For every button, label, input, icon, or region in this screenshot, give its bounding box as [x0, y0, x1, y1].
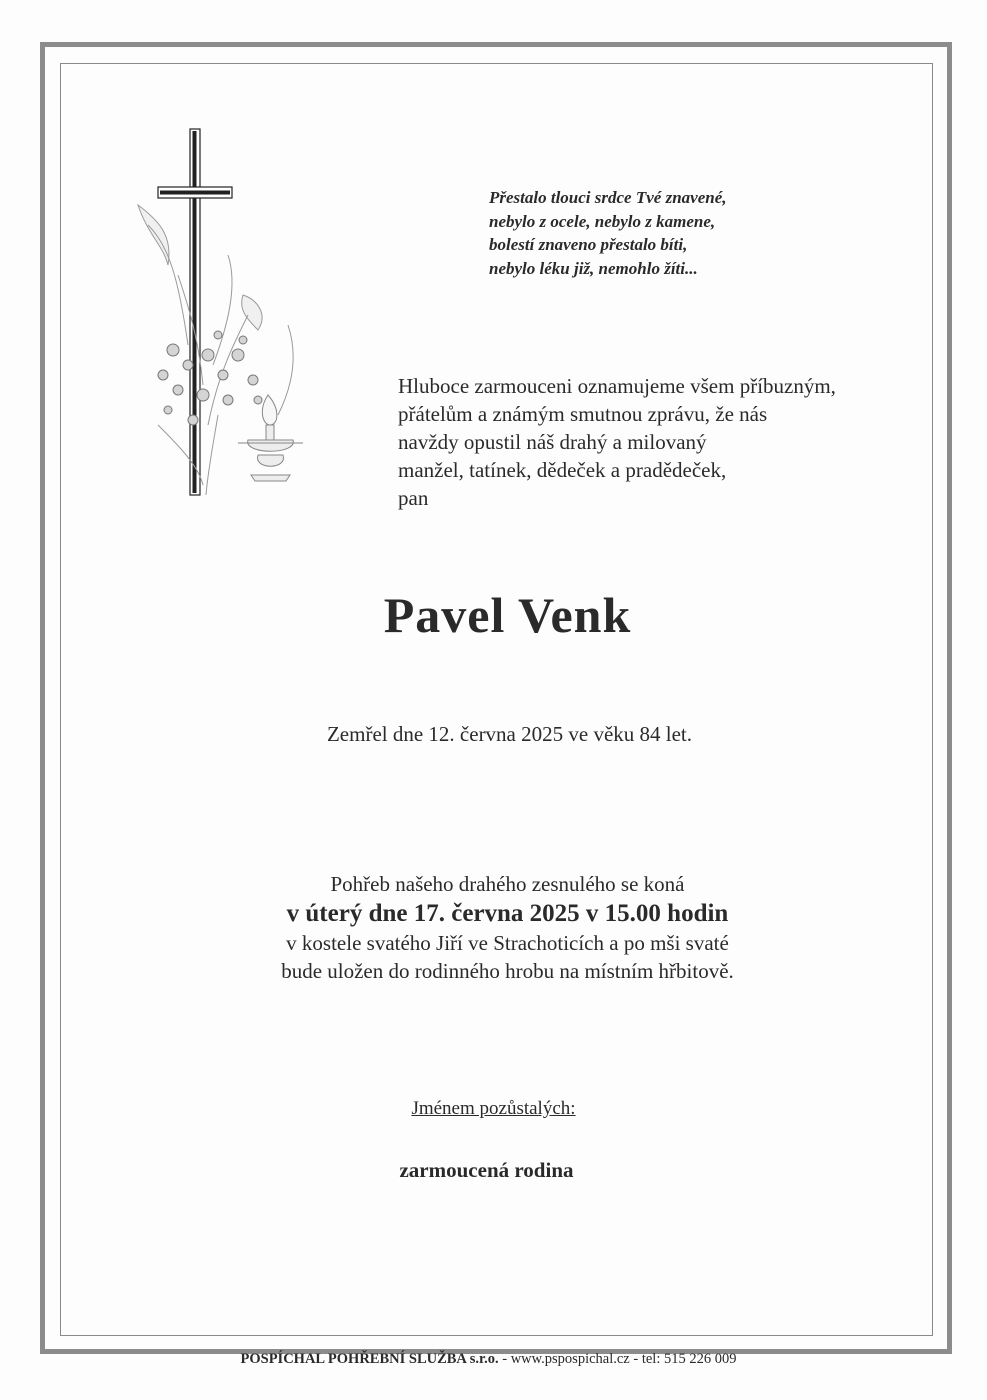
poem-line: Přestalo tlouci srdce Tvé znavené,: [489, 188, 727, 207]
footer-contact: - www.pspospichal.cz - tel: 515 226 009: [498, 1351, 737, 1367]
memorial-illustration: [118, 125, 318, 505]
footer-company: POSPÍCHAL POHŘEBNÍ SLUŽBA s.r.o.: [240, 1351, 499, 1367]
announcement: [398, 372, 918, 512]
signer: zarmoucená rodina: [399, 1158, 574, 1182]
funeral-place-line: v kostele svatého Jiří ve Strachoticích a po mši svaté: [286, 931, 729, 955]
deceased-name: Pavel Venk: [383, 587, 632, 643]
oil-lamp-icon: [238, 395, 303, 481]
announcement-line: Hluboce zarmouceni oznamujeme všem příbuzným,: [398, 374, 836, 398]
poem-line: nebylo léku již, nemohlo žíti...: [489, 258, 698, 278]
announcement-line: manžel, tatínek, dědeček a pradědeček,: [398, 458, 727, 482]
death-notice: Zemřel dne 12. června 2025 ve věku 84 let.: [326, 722, 693, 746]
funeral-datetime: v úterý dne 17. června 2025 v 15.00 hodin: [286, 900, 729, 927]
funeral-place-line: bude uložen do rodinného hrobu na místním hřbitově.: [281, 959, 734, 983]
announcement-line: pan: [398, 486, 429, 510]
poem: [489, 186, 869, 280]
announcement-line: navždy opustil náš drahý a milovaný: [398, 430, 707, 454]
on-behalf-label: Jménem pozůstalých:: [411, 1098, 576, 1119]
cross-icon: [158, 129, 232, 495]
funeral-info: [0, 870, 987, 985]
footer: [0, 1351, 987, 1368]
funeral-intro: Pohřeb našeho drahého zesnulého se koná: [330, 872, 685, 896]
poem-line: nebylo z ocele, nebylo z kamene,: [489, 211, 716, 231]
poem-line: bolestí znaveno přestalo bíti,: [489, 235, 688, 254]
announcement-line: přátelům a známým smutnou zprávu, že nás: [398, 402, 768, 426]
